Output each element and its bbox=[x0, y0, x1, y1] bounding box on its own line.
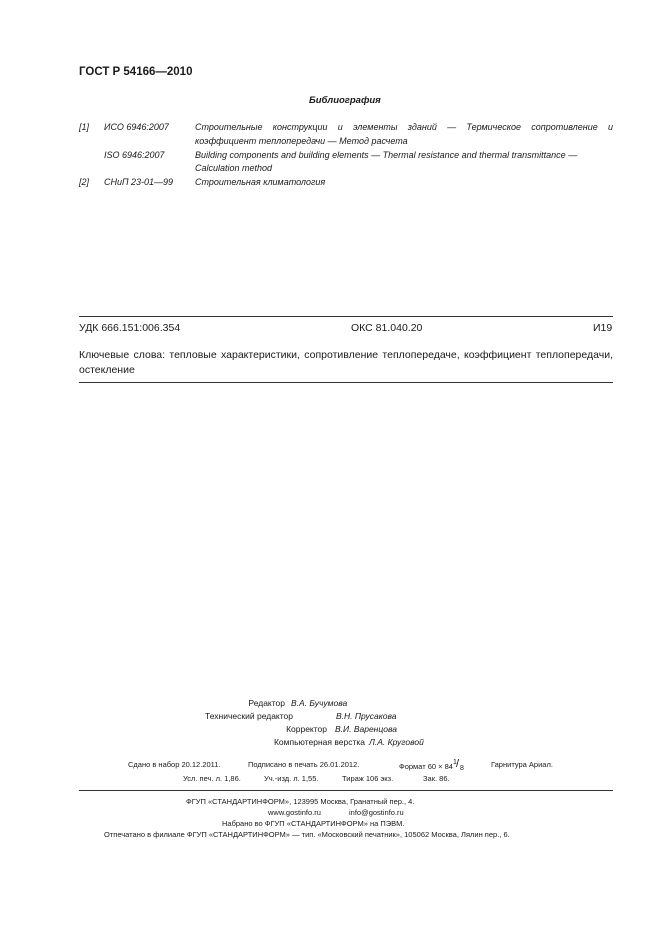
entry-text-line: Строительная климатология bbox=[195, 177, 326, 187]
publisher-email[interactable]: info@gostinfo.ru bbox=[349, 808, 404, 817]
submitted-date: Сдано в набор 20.12.2011. bbox=[128, 760, 221, 769]
print-run: Тираж 106 экз. bbox=[342, 774, 394, 783]
order-number: Зак. 86. bbox=[423, 774, 450, 783]
bibliography-title: Библиография bbox=[309, 95, 381, 106]
entry-number: [1] bbox=[79, 122, 90, 132]
format: Формат 60 × 84 1 / 8 bbox=[399, 758, 464, 772]
print-sheets: Усл. печ. л. 1,86. bbox=[183, 774, 241, 783]
entry-code: ИСО 6946:2007 bbox=[104, 122, 169, 132]
credit-name: В.И. Варенцова bbox=[335, 724, 397, 734]
credit-role: Технический редактор bbox=[205, 711, 293, 721]
entry-text-line: Строительные конструкции и элементы зданий — Термическое сопротивление и bbox=[195, 122, 613, 132]
typeset-note: Набрано во ФГУП «СТАНДАРТИНФОРМ» на ПЭВМ. bbox=[222, 819, 405, 828]
divider bbox=[79, 316, 613, 317]
entry-code: ISO 6946:2007 bbox=[104, 150, 165, 160]
entry-text-line: коэффициент теплопередачи — Метод расчета bbox=[195, 136, 408, 146]
divider bbox=[79, 382, 613, 383]
publisher-sheets: Уч.-изд. л. 1,55. bbox=[264, 774, 319, 783]
entry-number: [2] bbox=[79, 177, 90, 187]
signed-date: Подписано в печать 26.01.2012. bbox=[248, 760, 360, 769]
divider bbox=[79, 790, 613, 791]
credit-name: В.Н. Прусакова bbox=[336, 711, 397, 721]
credit-name: В.А. Бучумова bbox=[291, 698, 348, 708]
oks-code: ОКС 81.040.20 bbox=[351, 322, 423, 334]
credit-role: Редактор bbox=[248, 698, 285, 708]
group-code: И19 bbox=[593, 322, 613, 334]
keywords: Ключевые слова: тепловые характеристики, сопротивление теплопередаче, коэффициент теплопередачи, остекление bbox=[79, 349, 613, 376]
standard-code: ГОСТ Р 54166—2010 bbox=[79, 66, 193, 78]
entry-code: СНиП 23-01—99 bbox=[104, 177, 174, 187]
typeface: Гарнитура Ариал. bbox=[491, 760, 553, 769]
publisher-address: ФГУП «СТАНДАРТИНФОРМ», 123995 Москва, Гранатный пер., 4. bbox=[186, 797, 415, 806]
publisher-website[interactable]: www.gostinfo.ru bbox=[268, 808, 321, 817]
format-fraction: 1 / 8 bbox=[452, 758, 464, 772]
entry-text-line: Calculation method bbox=[195, 163, 273, 173]
printed-note: Отпечатано в филиале ФГУП «СТАНДАРТИНФОРМ» — тип. «Московский печатник», 105062 Москва, Лялин пер., 6. bbox=[104, 830, 510, 839]
credit-role: Корректор bbox=[286, 724, 327, 734]
entry-text-line: Building components and building elements — Thermal resistance and thermal transmittance — bbox=[195, 150, 578, 160]
credit-name: Л.А. Круговой bbox=[369, 737, 424, 747]
credit-role: Компьютерная верстка bbox=[273, 737, 365, 747]
udk-code: УДК 666.151:006.354 bbox=[79, 322, 181, 334]
